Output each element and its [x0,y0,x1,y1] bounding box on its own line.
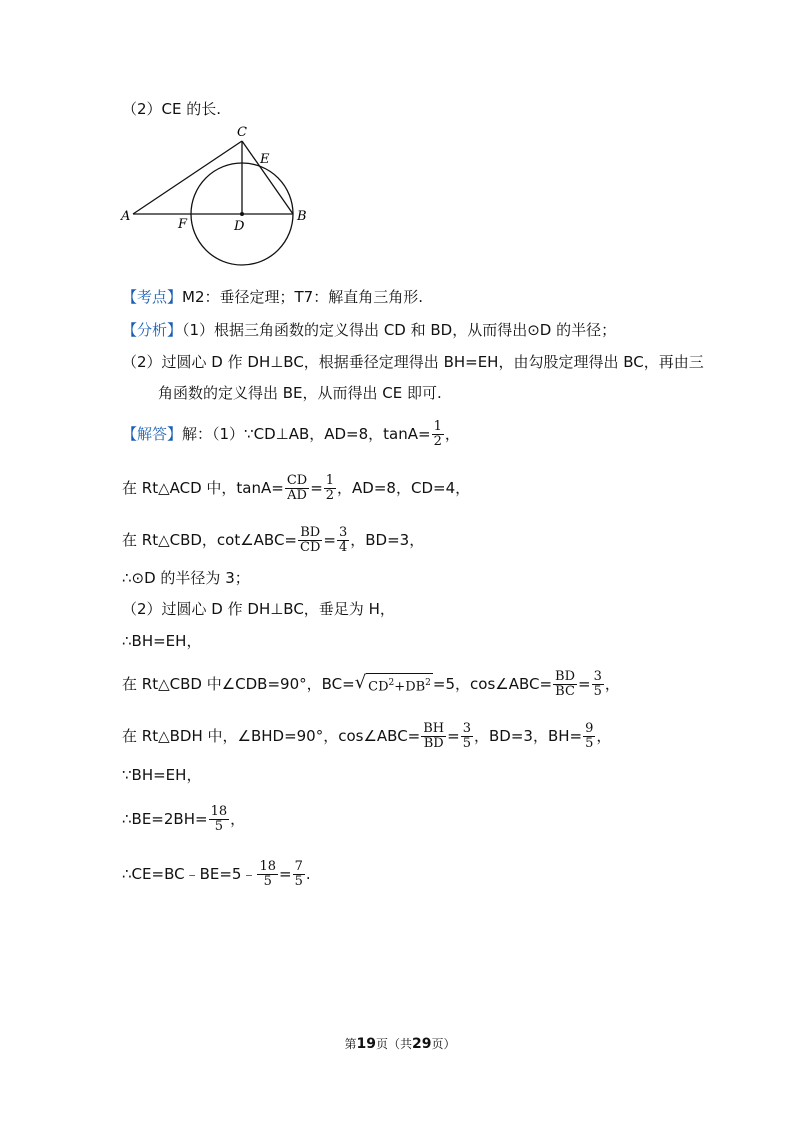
page-number: 19 [356,1036,376,1052]
fraction [583,722,595,751]
solution-line-11 [122,860,311,889]
kaodian-text: M2：垂径定理；T7：解直角三角形. [182,288,423,306]
footer-text: 页） [431,1037,456,1051]
solution-line-8 [122,722,611,751]
fraction-denominator: 5 [462,736,471,751]
solution-text: ， [596,727,612,745]
fraction-denominator: 4 [338,540,348,555]
fraction-numerator: 18 [259,859,276,874]
solution-text: 在 Rt△CBD，cot∠ABC= [122,531,298,549]
solution-text: ，AD=8，CD=4， [337,479,471,497]
fraction-denominator: 5 [585,736,594,751]
solution-text: 解：（1）∵CD⊥AB，AD=8，tanA= [182,425,431,443]
fraction-numerator: 18 [210,804,228,819]
question-text: （2）CE 的长. [122,100,222,118]
fraction [257,860,278,889]
footer-text: 第 [344,1037,357,1051]
fraction [324,474,336,503]
fraction-denominator: 2 [325,488,335,503]
fraction [337,526,349,555]
equals-sign: = [310,479,323,497]
solution-line-9: ∵BH=EH， [122,766,202,784]
fraction-denominator: AD [287,488,307,503]
equals-sign: = [578,675,591,693]
fraction-numerator: 3 [462,721,471,736]
solution-text: ∴CE=BC﹣BE=5﹣ [122,865,257,883]
label-d: D [234,219,245,234]
solution-line-4: ∴⊙D 的半径为 3； [122,569,250,587]
solution-text: 在 Rt△ACD 中，tanA= [122,479,284,497]
fraction-numerator: 1 [433,419,442,434]
fraction-denominator: 5 [214,819,223,834]
fenxi-text-1: （1）根据三角函数的定义得出 CD 和 BD，从而得出⊙D 的半径； [182,321,617,339]
solution-line-5: （2）过圆心 D 作 DH⊥BC，垂足为 H， [122,600,395,618]
fraction-denominator: 2 [433,434,442,449]
fenxi-line-1 [122,320,616,340]
exponent: 2 [388,677,395,688]
fraction [293,860,305,889]
solution-text: 在 Rt△BDH 中，∠BHD=90°，cos∠ABC= [122,727,421,745]
fraction [298,526,322,555]
fraction [209,805,230,834]
fraction-numerator: BD [555,669,576,684]
fraction-denominator: 5 [263,874,272,889]
label-c: C [237,125,247,140]
page-footer [0,1035,800,1052]
fraction-denominator: BC [555,684,575,699]
solution-text: ，BD=3， [350,531,425,549]
kaodian-tag: 【考点】 [122,288,183,306]
center-point-d [240,212,244,216]
fraction-numerator: BH [423,721,445,736]
solution-text: . [305,865,311,883]
solution-text: ， [604,675,620,693]
solution-line-2 [122,474,470,503]
fraction-numerator: 9 [585,721,594,736]
fraction-numerator: 3 [338,525,348,540]
solution-text: ，BD=3，BH= [474,727,583,745]
geometry-figure [115,118,315,270]
solution-text: 在 Rt△CBD 中∠CDB=90°，BC= [122,675,355,693]
fraction [432,420,444,449]
page-total: 29 [412,1036,432,1052]
fraction [421,722,446,751]
solution-text: ， [230,810,246,828]
solution-text: ∴BE=2BH= [122,810,208,828]
radicand-term: DB [405,679,426,695]
solution-line-6: ∴BH=EH， [122,632,202,650]
fraction-numerator: 1 [325,473,335,488]
fraction [461,722,473,751]
label-e: E [260,152,270,167]
fraction-numerator: 3 [593,669,602,684]
radical-sign: √ [354,671,367,693]
fraction-numerator: CD [286,473,308,488]
fraction [553,670,577,699]
fraction-denominator: BD [423,736,444,751]
kaodian-line [122,287,423,307]
equals-sign: = [323,531,336,549]
solution-text: =5，cos∠ABC= [432,675,553,693]
label-a: A [121,209,131,224]
fenxi-line-2: （2）过圆心 D 作 DH⊥BC，根据垂径定理得出 BH=EH，由勾股定理得出 BC，再由三 [122,353,704,371]
fraction-numerator: BD [300,525,321,540]
solution-line-10 [122,805,245,834]
jieda-tag: 【解答】 [122,425,183,443]
exponent: 2 [425,677,431,688]
plus-sign: + [394,679,406,695]
radicand [366,673,433,696]
fraction [285,474,309,503]
solution-text: ， [444,425,460,443]
segment-ac [133,141,242,214]
label-f: F [178,217,188,232]
label-b: B [297,209,307,224]
radicand-term: CD [368,679,389,695]
square-root [355,673,433,696]
fraction-numerator: 7 [294,859,303,874]
fraction-denominator: 5 [294,874,303,889]
solution-line-1 [122,420,460,449]
fraction [592,670,604,699]
equals-sign: = [279,865,292,883]
equals-sign: = [447,727,460,745]
fenxi-line-3: 角函数的定义得出 BE，从而得出 CE 即可. [158,384,442,402]
footer-text: 页（共 [375,1037,412,1051]
fenxi-tag: 【分析】 [122,321,183,339]
solution-line-7 [122,670,620,699]
fraction-denominator: 5 [593,684,602,699]
solution-line-3 [122,526,424,555]
fraction-denominator: CD [300,540,321,555]
